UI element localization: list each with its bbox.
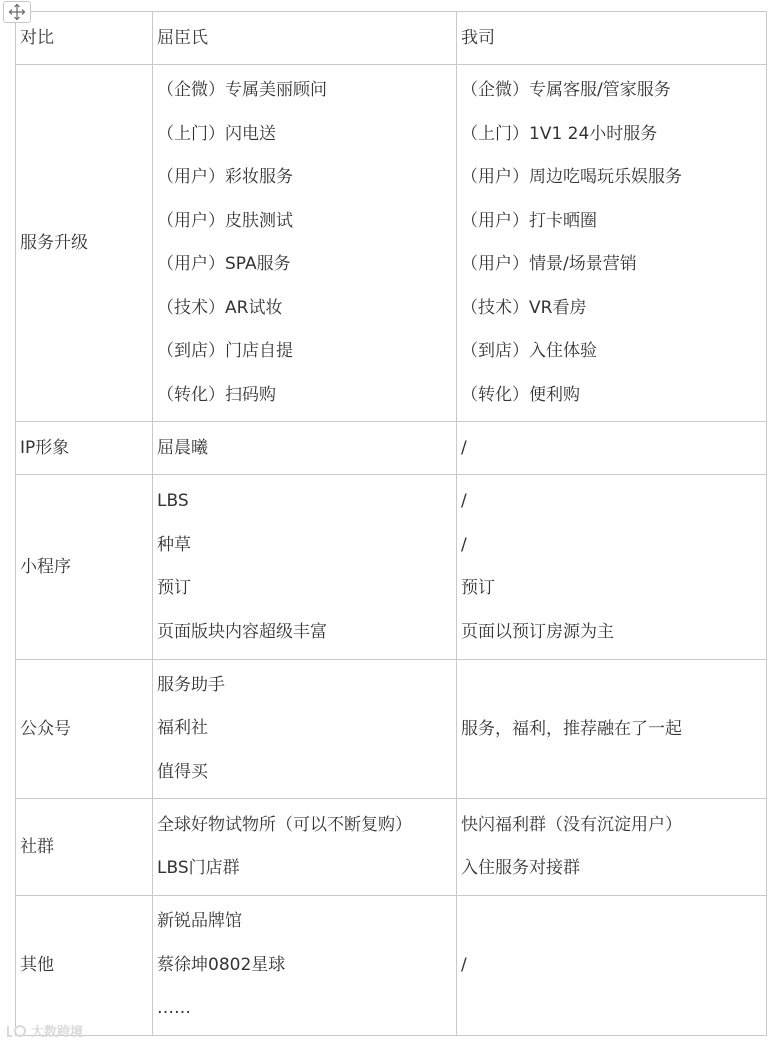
community-row xyxy=(16,799,767,896)
other-ours: / xyxy=(457,896,767,1036)
mini-program-watsons-cell xyxy=(153,475,457,660)
header-row xyxy=(16,12,767,65)
mini-program-label: 小程序 xyxy=(16,475,153,660)
ip-watsons: 屈晨曦 xyxy=(153,422,457,475)
service-ours-item: （上门）1V1 24小时服务 xyxy=(461,123,658,144)
community-ours-cell xyxy=(457,799,767,896)
mini-program-row xyxy=(16,475,767,660)
mini-program-ours-cell xyxy=(457,475,767,660)
mini-program-watsons-item: 种草 xyxy=(157,534,191,555)
community-watsons-item: 全球好物试物所（可以不断复购） xyxy=(157,814,412,835)
service-watsons-item: （转化）扫码购 xyxy=(157,384,276,405)
other-watsons-item: 蔡徐坤0802星球 xyxy=(157,954,286,975)
service-row xyxy=(16,65,767,422)
service-ours-item: （技术）VR看房 xyxy=(461,297,587,318)
comparison-table xyxy=(15,11,767,1036)
community-ours-item: 入住服务对接群 xyxy=(461,858,580,878)
ip-ours: / xyxy=(457,422,767,475)
community-ours-item: 快闪福利群（没有沉淀用户） xyxy=(461,814,682,835)
other-row xyxy=(16,896,767,1036)
service-ours-item: （企微）专属客服/管家服务 xyxy=(461,80,671,100)
community-watsons-cell xyxy=(153,799,457,896)
header-ours: 我司 xyxy=(457,12,767,65)
mini-program-ours-item: 预订 xyxy=(461,578,495,598)
header-watsons: 屈臣氏 xyxy=(153,12,457,65)
service-watsons-item: （技术）AR试妆 xyxy=(157,297,283,318)
other-watsons-item: 新锐品牌馆 xyxy=(157,911,242,932)
mini-program-watsons-item: LBS xyxy=(157,491,189,511)
service-watsons-item: （到店）门店自提 xyxy=(157,341,293,361)
watermark xyxy=(6,1021,83,1040)
other-watsons-item: …… xyxy=(157,998,191,1019)
service-watsons-item: （上门）闪电送 xyxy=(157,123,276,144)
service-watsons-item: （用户）彩妆服务 xyxy=(157,167,293,187)
mini-program-ours-item: / xyxy=(461,534,467,555)
public-account-label: 公众号 xyxy=(16,660,153,799)
public-account-watsons-item: 福利社 xyxy=(157,718,208,739)
mini-program-ours-item: / xyxy=(461,491,467,511)
service-ours-item: （用户）打卡晒圈 xyxy=(461,210,597,231)
service-watsons-cell xyxy=(153,65,457,422)
service-ours-cell xyxy=(457,65,767,422)
public-account-watsons-item: 值得买 xyxy=(157,761,208,782)
mini-program-ours-item: 页面以预订房源为主 xyxy=(461,621,614,642)
community-watsons-item: LBS门店群 xyxy=(157,858,240,878)
mini-program-watsons-item: 页面版块内容超级丰富 xyxy=(157,621,327,642)
service-ours-item: （用户）周边吃喝玩乐娱服务 xyxy=(461,167,682,187)
move-arrows-icon xyxy=(8,3,26,21)
ip-row xyxy=(16,422,767,475)
service-watsons-item: （企微）专属美丽顾问 xyxy=(157,80,327,100)
header-compare: 对比 xyxy=(16,12,153,65)
other-watsons-cell xyxy=(153,896,457,1036)
mini-program-watsons-item: 预订 xyxy=(157,578,191,598)
service-watsons-item: （用户）SPA服务 xyxy=(157,254,291,274)
public-account-watsons-cell xyxy=(153,660,457,799)
watermark-logo-icon xyxy=(6,1023,28,1039)
public-account-watsons-item: 服务助手 xyxy=(157,674,225,695)
watermark-text: 大数跨境 xyxy=(31,1025,84,1040)
public-account-row xyxy=(16,660,767,799)
community-label: 社群 xyxy=(16,799,153,896)
table-move-handle[interactable] xyxy=(3,1,31,23)
service-ours-item: （转化）便利购 xyxy=(461,384,580,405)
service-label: 服务升级 xyxy=(16,65,153,422)
ip-label: IP形象 xyxy=(16,422,153,475)
public-account-ours: 服务，福利，推荐融在了一起 xyxy=(457,660,767,799)
service-ours-item: （到店）入住体验 xyxy=(461,341,597,361)
service-watsons-item: （用户）皮肤测试 xyxy=(157,210,293,231)
service-ours-item: （用户）情景/场景营销 xyxy=(461,254,637,274)
other-label: 其他 xyxy=(16,896,153,1036)
